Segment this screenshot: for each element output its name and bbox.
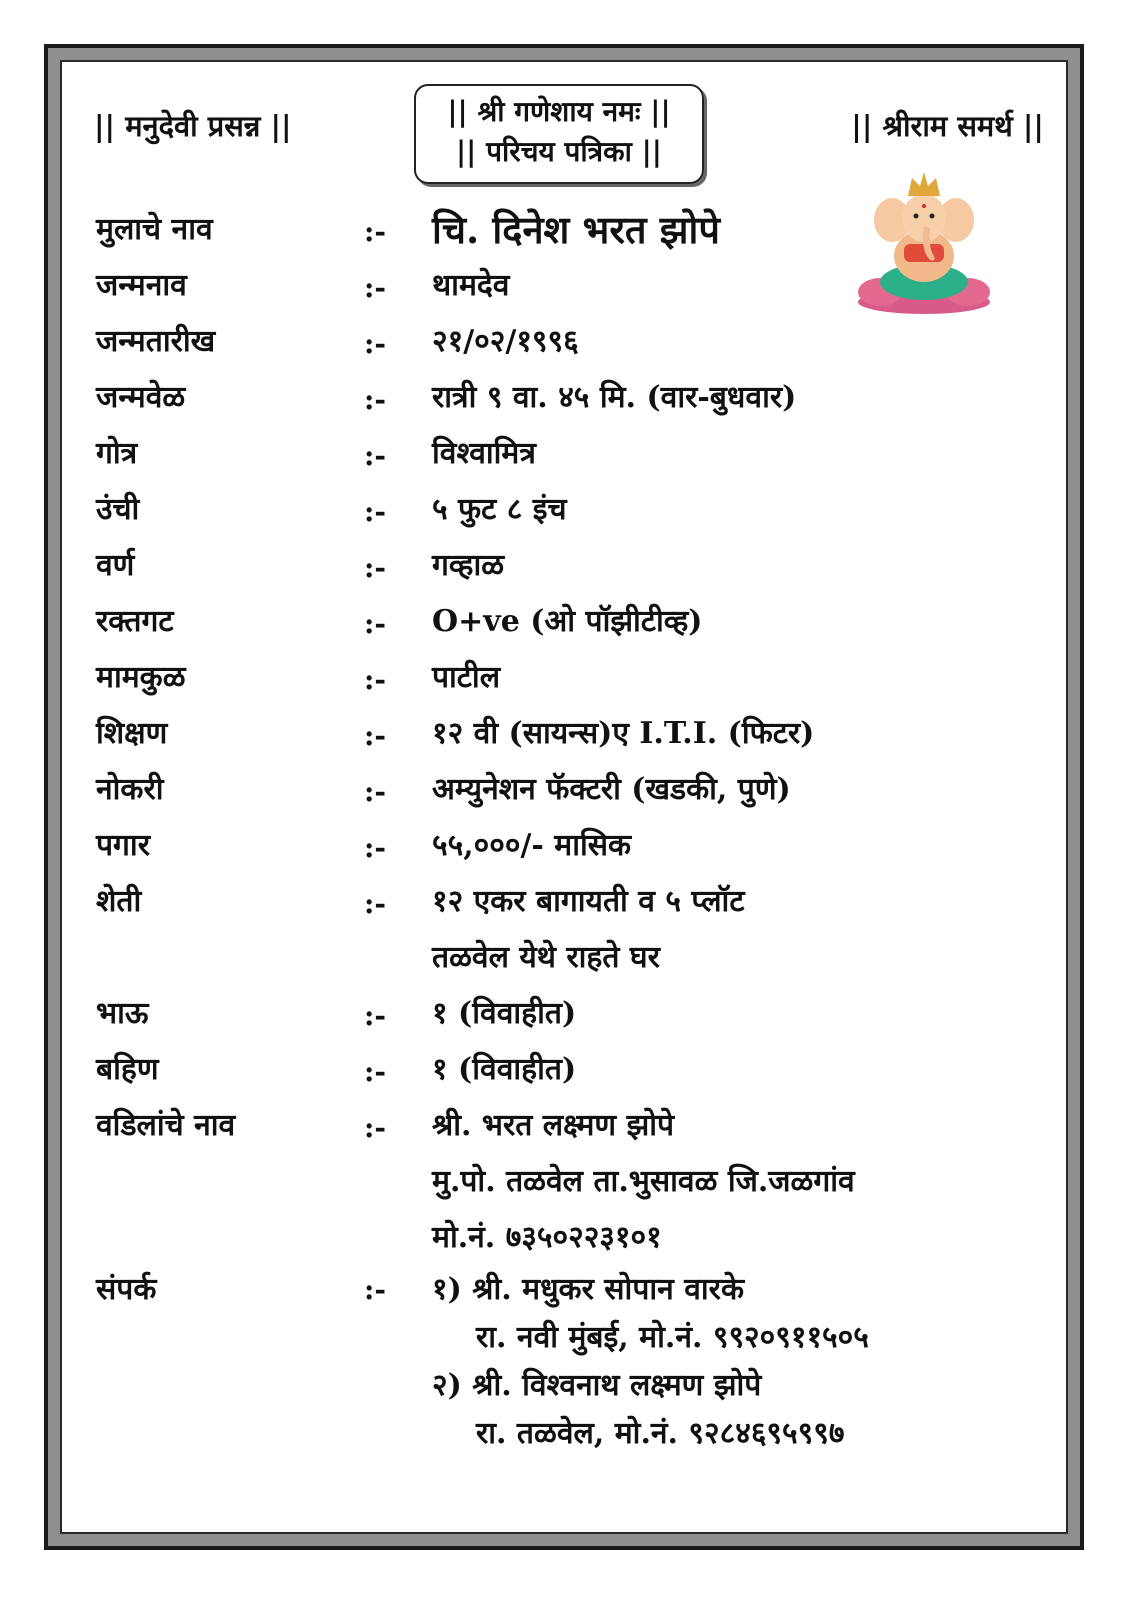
field-value: मो.नं. ७३५०२२३१०१ [432, 1220, 662, 1255]
document-title: || परिचय पत्रिका || [456, 135, 662, 168]
field-value: १२ एकर बागायती व ५ प्लॉट [432, 884, 745, 919]
field-row [96, 818, 1036, 874]
field-value: २१/०२/१९९६ [432, 324, 579, 359]
field-separator: :- [364, 1273, 386, 1306]
field-label: शिक्षण [96, 716, 168, 751]
field-label: वर्ण [96, 548, 135, 583]
field-separator: :- [364, 775, 386, 808]
field-row [96, 594, 1036, 650]
field-separator: :- [364, 495, 386, 528]
field-row [96, 650, 1036, 706]
field-separator: :- [364, 663, 386, 696]
field-value: गव्हाळ [432, 548, 505, 583]
field-value: चि. दिनेश भरत झोपे [432, 207, 720, 252]
field-row [96, 258, 1036, 314]
field-value: विश्वामित्र [432, 436, 536, 471]
field-value: O+ve (ओ पॉझीटीव्ह) [432, 604, 703, 639]
field-value: रा. नवी मुंबई, मो.नं. ९९२०९११५०५ [476, 1320, 869, 1355]
field-row [96, 1042, 1036, 1098]
field-label: बहिण [96, 1052, 159, 1087]
field-row [96, 538, 1036, 594]
header-right-blessing: || श्रीराम समर्थ || [851, 109, 1044, 143]
field-row [96, 426, 1036, 482]
field-row [96, 986, 1036, 1042]
page-frame [44, 44, 1084, 1550]
field-label: जन्मतारीख [96, 324, 216, 359]
field-separator: :- [364, 383, 386, 416]
field-row-contact [96, 1266, 1036, 1314]
field-row [96, 874, 1036, 930]
field-separator: :- [364, 887, 386, 920]
field-row [96, 370, 1036, 426]
field-row-name [96, 202, 1036, 258]
field-value: १२ वी (सायन्स)ए I.T.I. (फिटर) [432, 716, 815, 751]
field-label: वडिलांचे नाव [96, 1108, 236, 1143]
field-value: १ (विवाहीत) [432, 1052, 577, 1087]
header-center-line1: || श्री गणेशाय नमः || [447, 95, 671, 128]
field-row [96, 314, 1036, 370]
field-row [96, 482, 1036, 538]
field-label: जन्मनाव [96, 268, 187, 303]
field-label: मामकुळ [96, 660, 186, 695]
field-row-continuation [96, 1362, 1036, 1410]
field-separator: :- [364, 607, 386, 640]
field-value: पाटील [432, 660, 501, 695]
field-value: तळवेल येथे राहते घर [432, 940, 660, 975]
field-row-continuation [96, 1410, 1036, 1458]
field-value: रात्री ९ वा. ४५ मि. (वार-बुधवार) [432, 380, 797, 415]
field-label: शेती [96, 884, 142, 919]
field-value: श्री. भरत लक्ष्मण झोपे [432, 1108, 675, 1143]
field-label: मुलाचे नाव [96, 212, 213, 247]
field-separator: :- [364, 439, 386, 472]
field-separator: :- [364, 551, 386, 584]
field-label: संपर्क [96, 1272, 157, 1307]
field-label: जन्मवेळ [96, 380, 186, 415]
field-value: अम्युनेशन फॅक्टरी (खडकी, पुणे) [432, 772, 791, 807]
field-label: रक्तगट [96, 604, 174, 639]
document-area [60, 60, 1068, 1534]
field-label: उंची [96, 492, 140, 527]
field-separator: :- [364, 999, 386, 1032]
field-label: गोत्र [96, 436, 138, 471]
field-row-continuation [96, 1154, 1036, 1210]
field-separator: :- [364, 271, 386, 304]
field-separator: :- [364, 831, 386, 864]
field-row-continuation [96, 1314, 1036, 1362]
field-label: पगार [96, 828, 150, 863]
field-row-continuation [96, 1210, 1036, 1266]
field-value: १ (विवाहीत) [432, 996, 577, 1031]
title-box [414, 84, 704, 184]
field-row [96, 762, 1036, 818]
field-value: ५ फुट ८ इंच [432, 492, 567, 527]
field-separator: :- [364, 1055, 386, 1088]
field-label: भाऊ [96, 996, 149, 1031]
field-row-continuation [96, 930, 1036, 986]
field-value: थामदेव [432, 268, 510, 303]
field-value: १) श्री. मधुकर सोपान वारके [432, 1272, 744, 1307]
field-value: रा. तळवेल, मो.नं. ९२८४६९५९९७ [476, 1416, 845, 1451]
field-label: नोकरी [96, 772, 164, 807]
field-separator: :- [364, 719, 386, 752]
field-separator: :- [364, 327, 386, 360]
field-value: मु.पो. तळवेल ता.भुसावळ जि.जळगांव [432, 1164, 855, 1199]
field-row [96, 706, 1036, 762]
field-value: २) श्री. विश्वनाथ लक्ष्मण झोपे [432, 1368, 762, 1403]
biodata-fields [96, 202, 1036, 1458]
field-value: ५५,०००/- मासिक [432, 828, 632, 863]
header-left-blessing: || मनुदेवी प्रसन्न || [94, 109, 292, 143]
field-separator: :- [364, 1111, 386, 1144]
field-row [96, 1098, 1036, 1154]
field-separator: :- [364, 215, 386, 248]
